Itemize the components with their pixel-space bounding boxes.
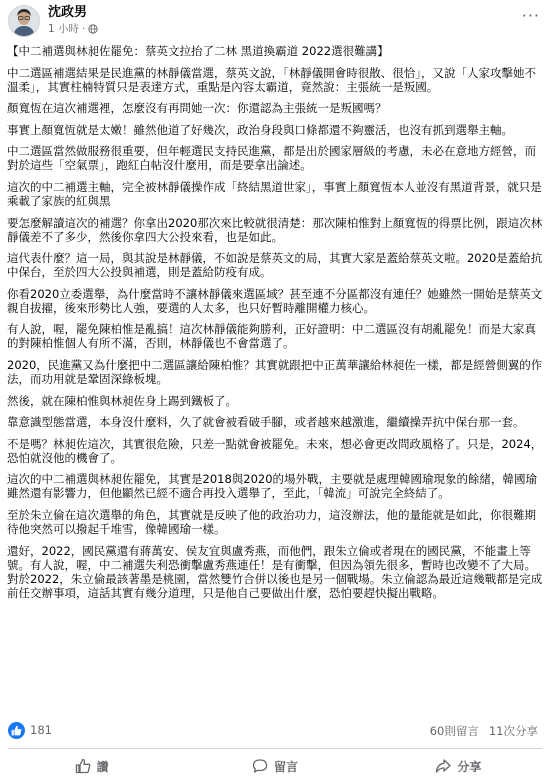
- like-reaction-icon[interactable]: [8, 722, 25, 739]
- like-button[interactable]: [0, 752, 183, 780]
- comment-icon: [252, 758, 268, 774]
- comment-button[interactable]: [183, 752, 366, 780]
- share-button[interactable]: [367, 752, 550, 780]
- post-paragraph: 2020，民進黨又為什麼把中二選區讓給陳柏惟？其實就跟把中正萬華讓給林昶佐一樣，都是經營側翼的作法，而功用就是鞏固深綠板塊。: [7, 357, 543, 386]
- thumbs-up-icon: [75, 758, 91, 774]
- author-name[interactable]: 沈政男: [48, 5, 88, 20]
- post-paragraph: 還好，2022，國民黨還有蔣萬安、侯友宜與盧秀燕，而他們，跟朱立倫或者現在的國民黨，不能畫上等號。有人說，喔，中二補選失利恐衝擊盧秀燕連任！是有衝擊，但因為領先很多，暫時也改變不了大局。對於2022，朱立倫最該著墨是桃園，當然雙竹合併以後也是另一個戰場。朱立倫認為最近這幾戰都是完成前任交辦事項，這話其實有幾分道理，只是他自己要做出什麼，恐怕要趕快擬出戰略。: [7, 543, 543, 600]
- divider: [8, 748, 542, 749]
- share-button-label: 分享: [457, 759, 482, 774]
- globe-icon: [88, 24, 98, 34]
- post-paragraph: 不是嗎？林昶佐這次，其實很危險，只差一點就會被罷免。未來，想必會更改問政風格了。只是，2024，恐怕就沒他的機會了。: [7, 436, 543, 465]
- post-paragraph: 有人說，喔，罷免陳柏惟是亂搞！這次林靜儀能夠勝利，正好證明：中二選區沒有胡亂罷免！而是大家真的對陳柏惟個人有所不滿，否則，林靜儀也不會當選了。: [7, 322, 536, 351]
- post-paragraph: 顏寬恆在這次補選裡，怎麼沒有再問她一次：你還認為主張統一是叛國嗎？: [7, 101, 387, 116]
- reactions-bar: [0, 718, 550, 744]
- post-paragraph: 中二選區補選結果是民進黨的林靜儀當選，蔡英文說，「林靜儀開會時很散、很恰」，又說「人家攻擊她不溫柔」，其實柱楠特質只是表達方式，重點是內容太霸道，竟然說：主張統一是叛國。: [7, 65, 536, 94]
- post-paragraph: 靠意識型態當選，本身沒什麼料，久了就會被看破手腳，或者越來越激進，繼續操弄抗中保台那一套。: [7, 415, 525, 430]
- engagement-counts: [430, 723, 538, 739]
- post-meta: [48, 22, 98, 36]
- post-paragraph: 然後，就在陳柏惟與林昶佐身上踢到鐵板了。: [7, 393, 237, 408]
- post-paragraph: 你看2020立委選舉，為什麼當時不讓林靜儀來選區域？甚至連不分區都沒有連任？她雖然一開始是蔡英文親自拔擢，後來形勢比人強，要選的人太多，也只好暫時離開權力核心。: [7, 286, 543, 315]
- post-paragraph: 中二選區當然做服務很重要，但年輕選民支持民進黨，都是出於國家層級的考慮，未必在意地方經營，而對於這些「空氣票」，跑紅白帖沒什麼用，而是要拿出論述。: [7, 144, 536, 173]
- post-header: [0, 0, 550, 40]
- author-avatar[interactable]: [8, 5, 40, 37]
- avatar-image: [9, 6, 39, 36]
- post-time[interactable]: 1 小時: [48, 23, 80, 35]
- more-options-icon[interactable]: ···: [521, 6, 540, 25]
- post-paragraph: 這次的中二補選主軸，完全被林靜儀操作成「終結黑道世家」，事實上顏寬恆本人並沒有黑道背景，就只是乘載了家族的紅與黑: [7, 179, 542, 208]
- post-paragraph: 這代表什麼？這一局，與其說是林靜儀，不如說是蔡英文的局，其實大家是蓋給蔡英文啦。2020是蓋給抗中保台，至於四大公投與補選，則是蓋給防疫有成。: [7, 251, 543, 280]
- share-icon: [435, 758, 451, 774]
- like-count[interactable]: 181: [30, 723, 52, 737]
- meta-separator: ·: [82, 23, 86, 35]
- post-paragraph: 【中二補選與林昶佐罷免：蔡英文拉抬了二林 黑道換霸道 2022選很難講】: [7, 44, 389, 58]
- action-bar: [0, 752, 550, 780]
- comment-button-label: 留言: [273, 759, 298, 774]
- post-paragraph: 至於朱立倫在這次選舉的角色，其實就是反映了他的政治功力，這沒辦法，他的量能就是如此，你很難期待他突然可以撥起千堆雪，像韓國瑜一樣。: [7, 507, 536, 536]
- post-body: [7, 44, 543, 607]
- post-paragraph: 這次的中二補選與林昶佐罷免，其實是2018與2020的場外戰，主要就是處理韓國瑜現象的餘緒，韓國瑜雖然還有影響力，但他顯然已經不適合再投入選舉了，至此，「韓流」可說完全終結了。: [7, 472, 538, 501]
- post-paragraph: 事實上顏寬恆就是太嫩！雖然他道了好幾次，政治身段與口條都還不夠靈活，也沒有抓到選舉主軸。: [7, 122, 513, 137]
- post-paragraph: 要怎麼解讀這次的補選？你拿出2020那次來比較就很清楚：那次陳柏惟對上顏寬恆的得票比例，跟這次林靜儀差不了多少，然後你拿四大公投來看，也是如此。: [7, 215, 543, 244]
- share-count[interactable]: 11次分享: [488, 724, 538, 738]
- like-button-label: 讚: [96, 759, 109, 774]
- comment-count[interactable]: 60則留言: [429, 724, 479, 738]
